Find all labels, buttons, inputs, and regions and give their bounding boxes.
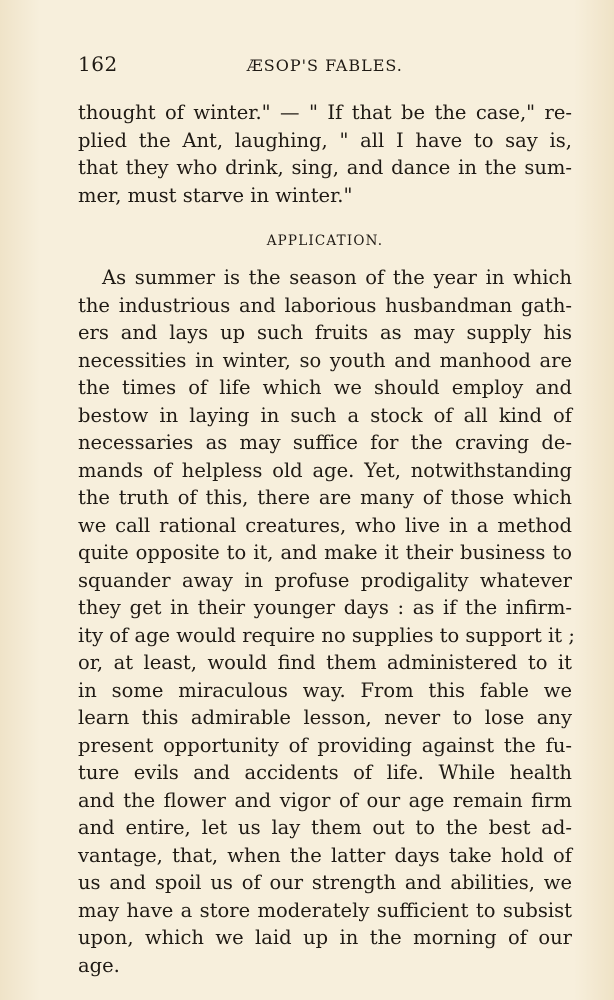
text-line: us and spoil us of our strength and abilities, we [78, 871, 572, 894]
section-heading: APPLICATION. [266, 233, 384, 249]
text-line: we call rational creatures, who live in a method [78, 513, 572, 537]
text-line: that they who drink, sing, and dance in the sum- [78, 156, 572, 179]
text-line: the industrious and laborious husbandman gath- [78, 293, 572, 317]
text-line: the times of life which we should employ and [78, 376, 572, 399]
text-line: upon, which we laid up in the morning of our [78, 926, 572, 949]
text-line: ers and lays up such fruits as may supply his [78, 321, 572, 344]
text-line: in some miraculous way. From this fable we [78, 678, 572, 702]
text-line: and entire, let us lay them out to the best ad- [78, 816, 572, 839]
text-line: mands of helpless old age. Yet, notwithstanding [78, 458, 572, 482]
text-line: ity of age would require no supplies to support it ; [78, 623, 575, 647]
text-line: thought of winter." — " If that be the case," re- [78, 101, 572, 124]
text-line: or, at least, would find them administered to it [78, 651, 572, 674]
text-line: vantage, that, when the latter days take hold of [78, 843, 572, 867]
running-title: ÆSOP'S FABLES. [246, 56, 403, 75]
text-line: the truth of this, there are many of those which [78, 486, 572, 509]
text-line: bestow in laying in such a stock of all kind of [78, 403, 572, 427]
text-line: may have a store moderately sufficient to subsist [78, 898, 572, 922]
text-line: age. [78, 953, 120, 977]
text-line: quite opposite to it, and make it their business to [78, 541, 572, 564]
text-line: they get in their younger days : as if the infirm- [78, 596, 572, 619]
text-line: squander away in profuse prodigality whatever [78, 568, 572, 592]
text-line: necessaries as may suffice for the craving de- [78, 431, 572, 454]
text-line: and the flower and vigor of our age remain firm [78, 788, 572, 812]
text-line: necessities in winter, so youth and manhood are [78, 348, 572, 372]
text-line: mer, must starve in winter." [78, 183, 353, 207]
page-number: 162 [78, 52, 118, 76]
text-line: ture evils and accidents of life. While health [78, 761, 572, 784]
paragraph-fable-ending [78, 99, 572, 209]
text-line: As summer is the season of the year in which [102, 266, 572, 289]
paragraph-application [78, 264, 575, 979]
running-head [78, 52, 572, 80]
text-line: plied the Ant, laughing, " all I have to say is, [78, 128, 572, 152]
text-line: present opportunity of providing against the fu- [78, 733, 572, 757]
text-line: learn this admirable lesson, never to lose any [78, 706, 572, 729]
